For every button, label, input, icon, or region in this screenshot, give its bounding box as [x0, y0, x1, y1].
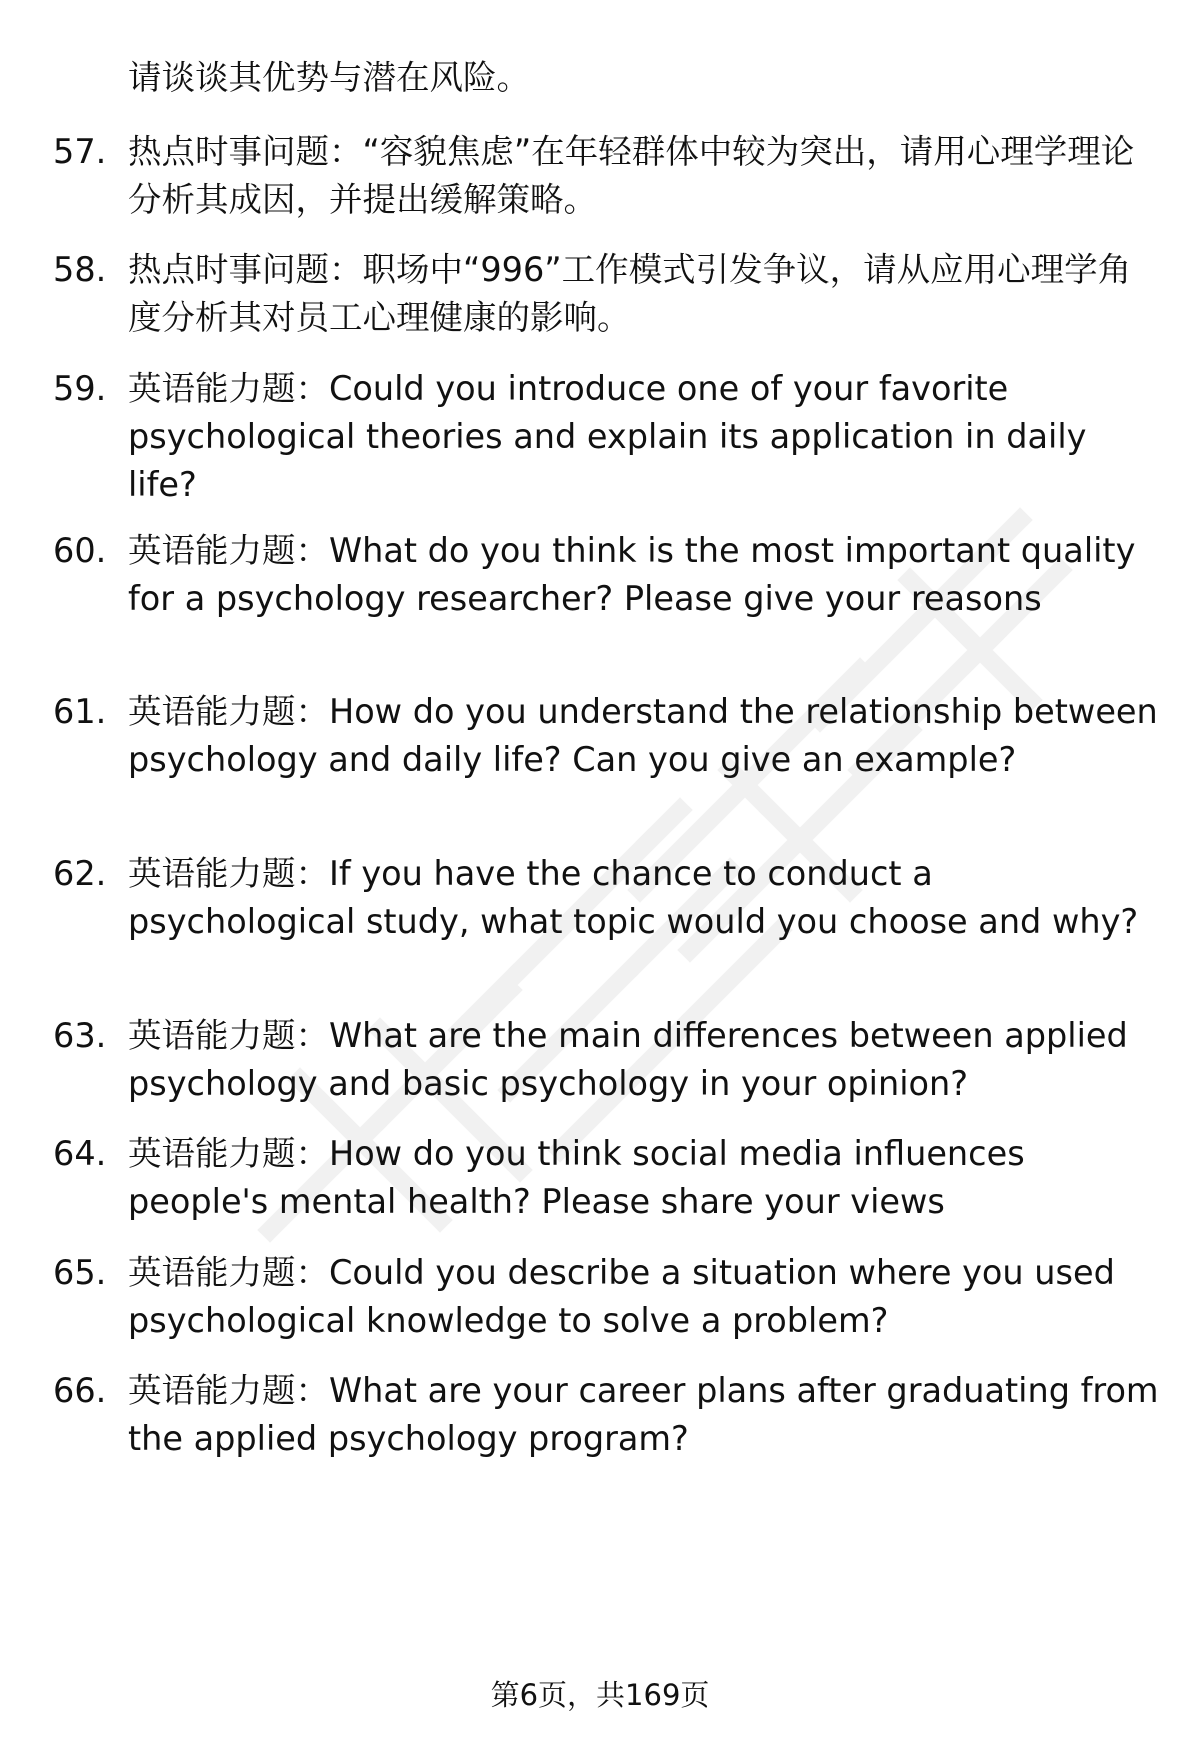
question-text: What are your career plans after graduating from the applied psychology program? — [128, 1371, 1159, 1458]
question-number: 66. — [53, 1371, 107, 1410]
question-number: 63. — [53, 1016, 107, 1055]
question-body — [128, 850, 1163, 946]
question-number: 60. — [53, 531, 107, 570]
question-category: 英语能力题： — [128, 1134, 329, 1173]
question-body — [128, 1249, 1163, 1345]
question-category: 英语能力题： — [128, 1371, 329, 1410]
question-number: 61. — [53, 692, 107, 731]
question-text: If you have the chance to conduct a psychological study, what topic would you choose and why? — [128, 854, 1139, 941]
question-text: “容貌焦虑”在年轻群体中较为突出，请用心理学理论分析其成因，并提出缓解策略。 — [128, 132, 1135, 219]
question-body — [128, 688, 1163, 784]
question-category: 英语能力题： — [128, 369, 329, 408]
question-text: What do you think is the most important quality for a psychology researcher? Please give your reasons — [128, 531, 1136, 618]
question-category: 英语能力题： — [128, 531, 329, 570]
question-text: How do you understand the relationship between psychology and daily life? Can you give an example? — [128, 692, 1158, 779]
question-category: 热点时事问题： — [128, 132, 363, 171]
question-number: 59. — [53, 369, 107, 408]
question-category: 英语能力题： — [128, 1253, 329, 1292]
question-body — [128, 527, 1163, 623]
question-body — [128, 1367, 1163, 1463]
question-text: Could you introduce one of your favorite psychological theories and explain its application in daily life? — [128, 369, 1087, 504]
question-body — [128, 1012, 1163, 1108]
question-category: 英语能力题： — [128, 1016, 329, 1055]
question-text: 职场中“996”工作模式引发争议，请从应用心理学角度分析其对员工心理健康的影响。 — [128, 250, 1132, 337]
question-number: 58. — [53, 250, 107, 289]
question-category: 英语能力题： — [128, 854, 329, 893]
page-number-footer: 第6页，共169页 — [490, 1678, 710, 1712]
question-body — [128, 246, 1163, 342]
question-text: How do you think social media influences people's mental health? Please share your views — [128, 1134, 1025, 1221]
question-category: 英语能力题： — [128, 692, 329, 731]
continuation-text: 请谈谈其优势与潜在风险。 — [128, 58, 530, 97]
question-number: 57. — [53, 132, 107, 171]
question-text: Could you describe a situation where you used psychological knowledge to solve a problem? — [128, 1253, 1115, 1340]
question-category: 热点时事问题： — [128, 250, 363, 289]
question-body — [128, 128, 1163, 224]
question-number: 65. — [53, 1253, 107, 1292]
question-body — [128, 365, 1163, 509]
question-number: 64. — [53, 1134, 107, 1173]
question-text: What are the main differences between applied psychology and basic psychology in your opinion? — [128, 1016, 1128, 1103]
question-number: 62. — [53, 854, 107, 893]
question-body — [128, 1130, 1163, 1226]
